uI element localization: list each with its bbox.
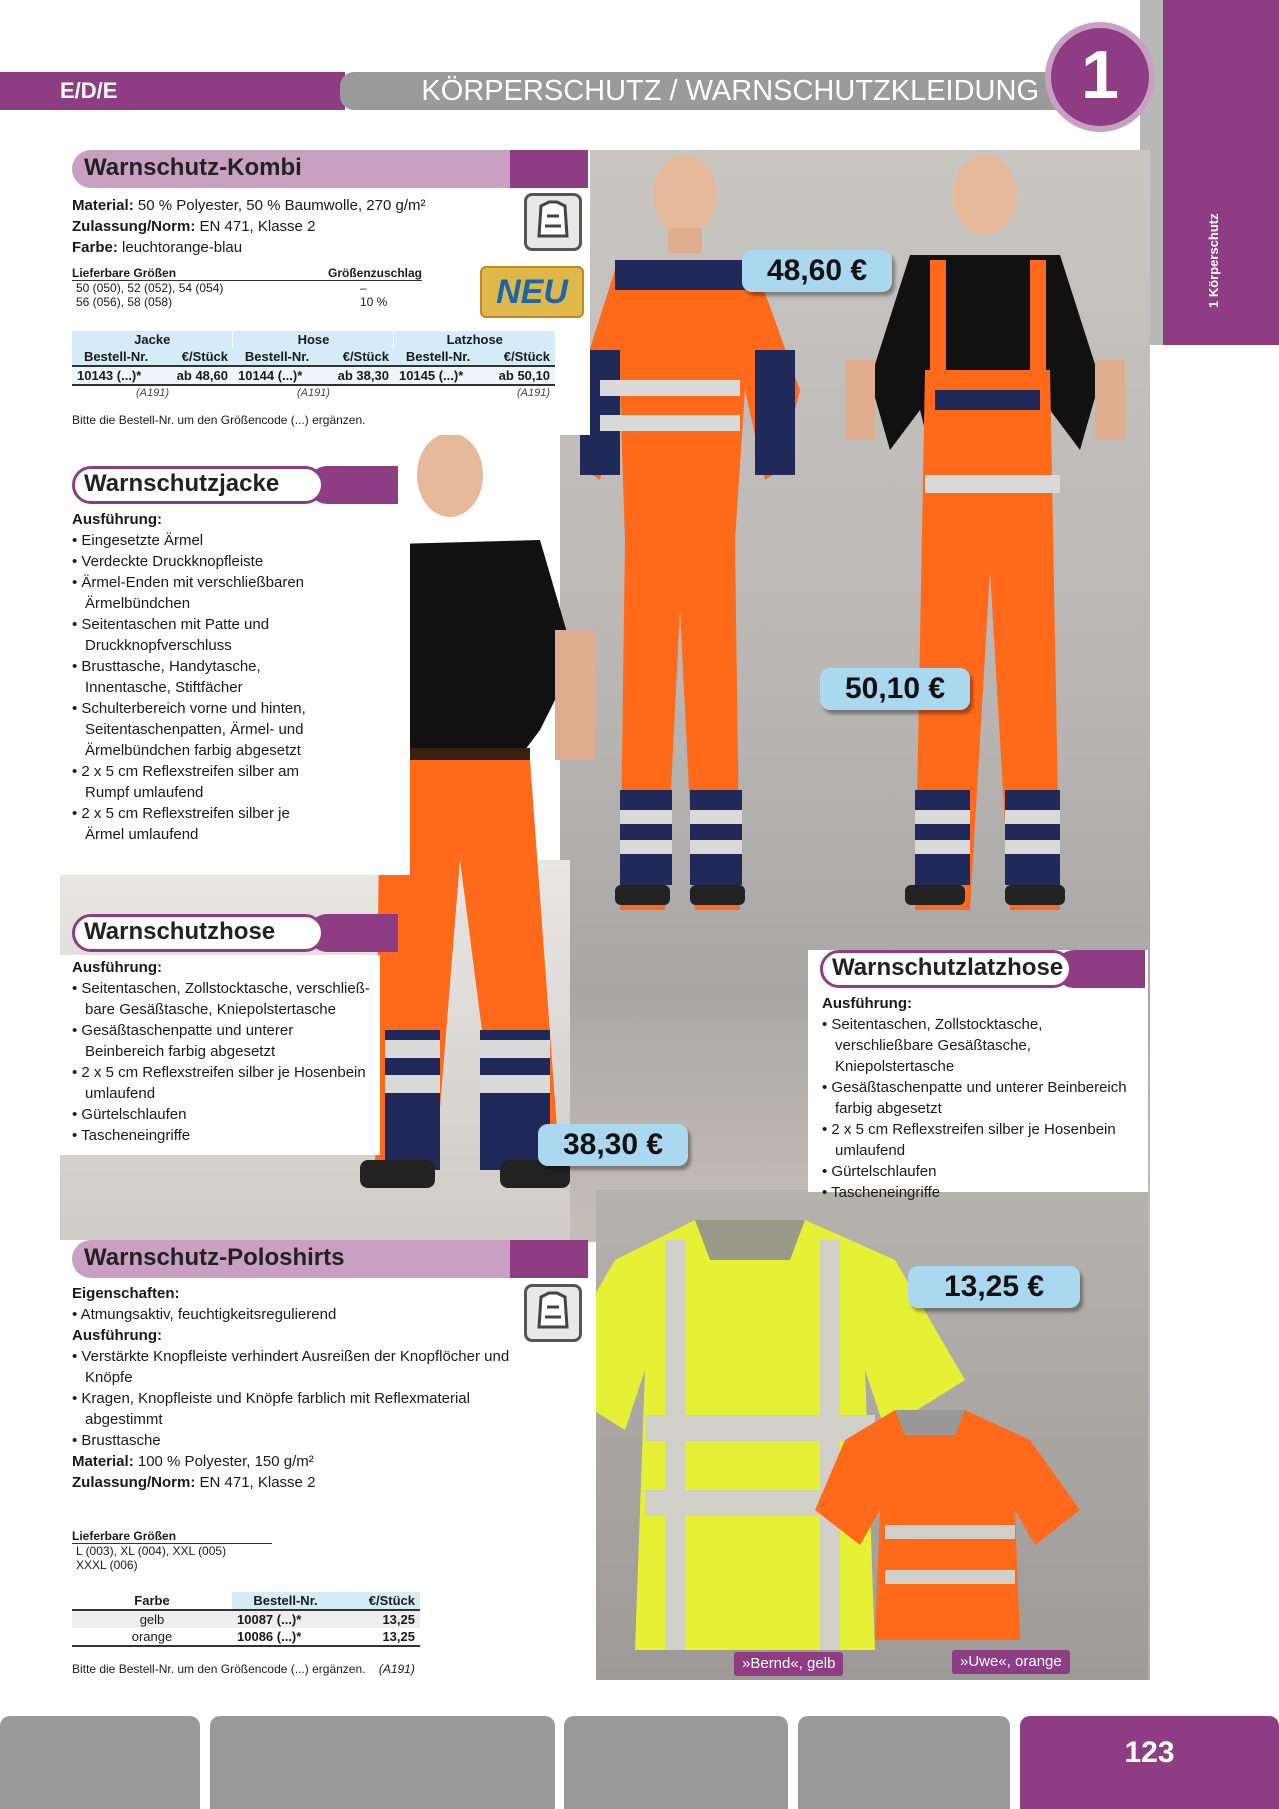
kombi-surcharge-header: Größenzuschlag [327,266,422,280]
list-item: • 2 x 5 cm Reflexstreifen silber je Ärmel umlaufend [72,805,290,843]
price-tag-jacke: 48,60 € [742,250,892,292]
page-number-block [1020,1716,1279,1809]
list-item: • Brusttasche, Handytasche, Innentasche, Stiftfächer [72,658,261,696]
col-header-price: €/Stück [181,349,228,364]
price-tag-polo: 13,25 € [908,1266,1080,1308]
list-item: • 2 x 5 cm Reflexstreifen silber am Rumpf umlaufend [72,763,299,801]
col-header-farbe: Farbe [134,1593,170,1608]
polo-sizes-row1: L (003), XL (004), XXL (005) [76,1544,227,1558]
kombi-note: Bitte die Bestell-Nr. um den Größencode (...) ergänzen. [72,413,366,427]
polo-ausfuehrung-label: Ausführung: [72,1327,162,1344]
price-tag-latzhose: 50,10 € [820,668,970,710]
table-row [72,1628,420,1646]
kombi-sizes [72,266,422,309]
list-item: • Seitentaschen, Zollstocktasche, verschließbare Gesäßtasche, Kniepolstertasche [72,980,370,1018]
latzhose-title: Warnschutzlatzhose [832,954,1064,981]
jacke-features [72,509,322,845]
footer-block [0,1716,200,1809]
col-header-order: Bestell-Nr. [405,349,471,364]
list-item: • Seitentaschen mit Patte und Druckknopfverschluss [72,616,270,654]
footer-block [798,1716,1010,1809]
kombi-order-table [72,331,555,400]
col-header-price: €/Stück [339,1592,420,1610]
list-item: • Schulterbereich vorne und hinten, Seitentaschenpatten, Ärmel- und Ärmelbündchen farbig abgesetzt [72,700,306,759]
new-badge: NEU [480,266,584,318]
list-item: • Tascheneingriffe [72,1127,191,1144]
polo-sizes-header: Lieferbare Größen [72,1529,272,1544]
page-number: 123 [1124,1736,1175,1769]
list-item: • Gürtelschlaufen [822,1163,937,1180]
list-item: • Tascheneingriffe [822,1184,941,1201]
footer-block [210,1716,555,1809]
footer-block [564,1716,788,1809]
list-item: • Ärmel-Enden mit verschließbaren Ärmelbündchen [72,574,305,612]
list-item: • 2 x 5 cm Reflexstreifen silber je Hosenbein umlaufend [72,1064,366,1102]
list-item: • Verdeckte Druckknopfleiste [72,553,264,570]
kombi-farbe-value: leuchtorange-blau [122,239,243,256]
list-item: • Atmungsaktiv, feuchtigkeitsregulierend [72,1306,337,1323]
kombi-surcharge-row1: – [360,281,367,295]
list-item: • Kragen, Knopfleiste und Knöpfe farblich mit Reflexmaterial abgestimmt [72,1390,470,1428]
polo-eigenschaften-label: Eigenschaften: [72,1285,180,1302]
col-header-price: €/Stück [342,349,389,364]
hose-title-bar [72,914,398,952]
polo-material-label: Material: [72,1453,134,1470]
price-tag-hose: 38,30 € [538,1124,688,1166]
table-row [72,366,555,385]
kombi-norm-label: Zulassung/Norm: [72,218,196,235]
latz-code: (A191) [516,387,550,399]
polo-norm-label: Zulassung/Norm: [72,1474,196,1491]
polo-order-table [72,1592,420,1647]
polo-row-order-number: 10086 (...)* [237,1629,302,1644]
polo-row-color: gelb [139,1612,165,1627]
page-title: KÖRPERSCHUTZ / WARNSCHUTZKLEIDUNG [421,75,1039,107]
hose-ausfuehrung-label: Ausführung: [72,959,162,976]
kombi-sizes-row1: 50 (050), 52 (052), 54 (054) [76,281,224,295]
list-item: • Gesäßtaschenpatte und unterer Beinbereich farbig abgesetzt [72,1022,294,1060]
header-title-bar [340,72,1075,110]
latz-price-cell: ab 50,10 [498,368,550,383]
latzhose-features [822,993,1142,1203]
latzhose-title-bar [820,950,1145,988]
kombi-sizes-header: Lieferbare Größen [72,266,177,280]
kombi-material-value: 50 % Polyester, 50 % Baumwolle, 270 g/m² [137,197,426,214]
kombi-specs [72,195,492,258]
polo-row-order-number: 10087 (...)* [237,1612,302,1627]
hose-order-number: 10144 (...)* [237,368,303,383]
list-item: • Eingesetzte Ärmel [72,532,204,549]
chapter-side-label [1200,200,1240,320]
polo-sizes [72,1529,272,1572]
jacke-title: Warnschutzjacke [84,470,280,497]
chapter-number-badge [1045,22,1155,132]
hose-features [72,957,372,1146]
chapter-side-text: 1 Körperschutz [1206,213,1221,308]
kombi-title: Warnschutz-Kombi [84,154,302,181]
kombi-sizes-row2: 56 (056), 58 (058) [76,295,173,309]
polo-title-bar [72,1240,588,1278]
polo-code: (A191) [378,1662,415,1676]
jacke-order-number: 10143 (...)* [77,368,142,383]
kombi-title-bar [72,150,588,188]
jacke-ausfuehrung-label: Ausführung: [72,511,162,528]
caption-yellow-polo: »Bernd«, gelb [734,1652,843,1676]
list-item: • Verstärkte Knopfleiste verhindert Ausreißen der Knopflöcher und Knöpfe [72,1348,510,1386]
protective-clothing-icon [524,193,582,251]
jacke-title-bar [72,466,398,504]
kombi-norm-value: EN 471, Klasse 2 [199,218,316,235]
header-left-label: E/D/E [60,78,118,103]
kombi-group-latzhose: Latzhose [446,332,503,347]
jacke-price-cell: ab 48,60 [176,368,228,383]
list-item: • 2 x 5 cm Reflexstreifen silber je Hosenbein umlaufend [822,1121,1116,1159]
jacke-code: (A191) [135,387,169,399]
polo-title: Warnschutz-Poloshirts [84,1244,345,1271]
kombi-group-jacke: Jacke [72,331,233,348]
latz-order-number: 10145 (...)* [398,368,464,383]
polo-sizes-row2: XXXL (006) [76,1558,138,1572]
list-item: • Brusttasche [72,1432,161,1449]
list-item: • Gürtelschlaufen [72,1106,187,1123]
polo-material-value: 100 % Polyester, 150 g/m² [137,1453,314,1470]
chapter-number: 1 [1081,37,1119,113]
kombi-surcharge-row2: 10 % [360,295,388,309]
polo-row-price: 13,25 [382,1629,415,1644]
header-left-bar [0,72,345,110]
polo-row-color: orange [131,1629,173,1644]
list-item: • Gesäßtaschenpatte und unterer Beinbereich farbig abgesetzt [822,1079,1127,1117]
col-header-order: Bestell-Nr. [244,349,310,364]
kombi-farbe-label: Farbe: [72,239,118,256]
protective-clothing-icon [524,1284,582,1342]
polo-note [72,1662,415,1676]
hose-code: (A191) [296,387,330,399]
list-item: • Seitentaschen, Zollstocktasche, verschließbare Gesäßtasche, Kniepolstertasche [822,1016,1043,1075]
hose-title: Warnschutzhose [84,918,276,945]
polo-norm-value: EN 471, Klasse 2 [199,1474,316,1491]
col-header-price: €/Stück [503,349,550,364]
hose-price-cell: ab 38,30 [337,368,389,383]
polo-features [72,1283,512,1493]
kombi-material-label: Material: [72,197,134,214]
polo-note-text: Bitte die Bestell-Nr. um den Größencode (...) ergänzen. [72,1662,366,1676]
polo-row-price: 13,25 [382,1612,415,1627]
caption-orange-polo: »Uwe«, orange [952,1650,1070,1674]
col-header-order: Bestell-Nr. [232,1592,339,1610]
kombi-group-hose: Hose [233,331,394,348]
latzhose-ausfuehrung-label: Ausführung: [822,995,912,1012]
table-row [72,1610,420,1628]
col-header-order: Bestell-Nr. [83,349,149,364]
